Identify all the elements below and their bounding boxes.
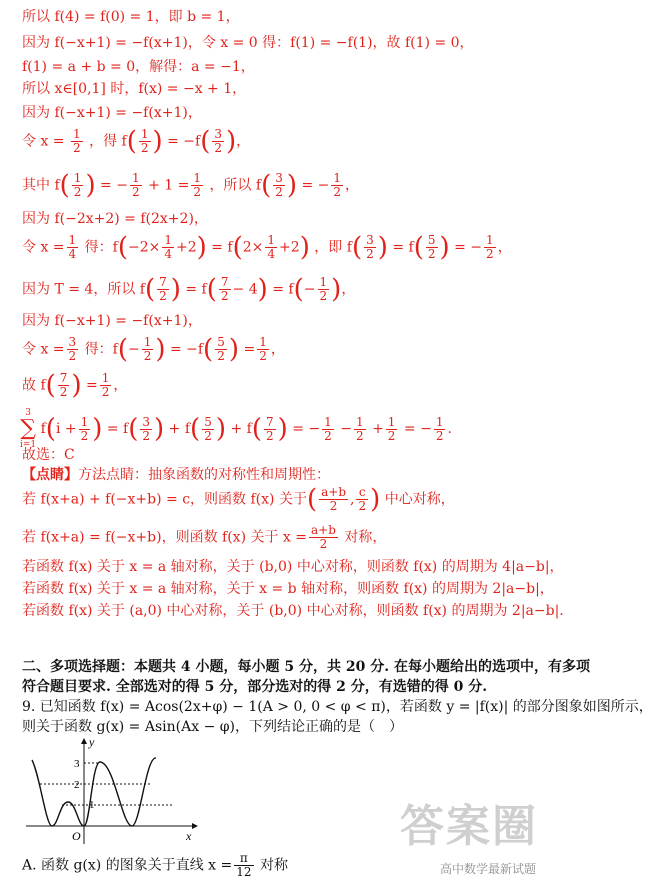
y-axis-label: y — [89, 735, 95, 749]
text-line-14: 3 ∑ i=1 f(i + $\frac{1}{2}$ ) = f( $\frac{3}{2}$ ) + f( $\frac{5}{2}$ ) + f( $\frac{7}{2}$ ) = − $\frac{1}{2}$ − $\frac{1}{2}$ + $\frac{1}{2}$ = − $\frac{1}{2}$ . — [20, 408, 452, 450]
text-line-21: 若函数 f(x) 关于 (a,0) 中心对称，关于 (b,0) 中心对称，则函数 f(x) 的周期为 2|a−b|. — [22, 603, 564, 619]
text-line-13: 故 f( $\frac{7}{2}$ ) = $\frac{1}{2}$ ， — [22, 370, 128, 401]
fraction: $\frac{3}{2}$ — [214, 127, 223, 155]
fraction: $\frac{1}{2}$ — [72, 127, 81, 155]
tick-label-1: 1 — [89, 799, 95, 811]
section-title-line-2: 符合题目要求. 全部选对的得 5 分，部分选对的得 2 分，有选错的得 0 分. — [22, 679, 488, 695]
function-graph — [22, 736, 202, 848]
text-line-4: 所以 x∈[0,1] 时，f(x) = −x + 1， — [22, 81, 247, 97]
section-title-line-1: 二、多项选择题：本题共 4 小题，每小题 5 分，共 20 分. 在每小题给出的选项中，有多项 — [22, 659, 590, 675]
text-line-6: 令 x = $\frac{1}{2}$ ，得 f( $\frac{1}{2}$ ) = −f( $\frac{3}{2}$ )， — [22, 126, 251, 157]
l6-part: = −f — [167, 133, 201, 150]
text-line-9: 令 x = $\frac{1}{4}$ 得：f(−2× $\frac{1}{4}$ +2) = f(2× $\frac{1}{4}$ +2) ，即 f( $\frac{3}{2}$ ) = f( $\frac{5}{2}$ ) = − $\frac{1}{2}$ ， — [22, 232, 512, 263]
question-9-line-2: 则关于函数 g(x) = Asin(Ax − φ)，下列结论正确的是（ ） — [22, 719, 404, 735]
l6-part: ，得 f — [89, 133, 127, 150]
text-line-19: 若函数 f(x) 关于 x = a 轴对称，关于 (b,0) 中心对称，则函数 f(x) 的周期为 4|a−b|， — [22, 559, 564, 575]
tick-label-3: 3 — [74, 758, 80, 770]
watermark-caption: 高中数学最新试题 — [440, 862, 537, 876]
text-line-17: 若 f(x+a) + f(−x+b) = c，则函数 f(x) 关于( $\frac{a+b}{2}$ , $\frac{c}{2}$ ) 中心对称， — [22, 484, 455, 515]
question-9-line-1: 9. 已知函数 f(x) = Acos(2x+φ) − 1(A > 0, 0 < φ < π)，若函数 y = |f(x)| 的部分图象如图所示， — [22, 699, 653, 715]
text-line-20: 若函数 f(x) 关于 x = a 轴对称，关于 x = b 轴对称，则函数 f(x) 的周期为 2|a−b|， — [22, 581, 554, 597]
fraction: $\frac{1}{2}$ — [140, 127, 149, 155]
text-line-2: 因为 f(−x+1) = −f(x+1)，令 x = 0 得：f(1) = −f(1)，故 f(1) = 0， — [22, 35, 474, 51]
x-axis-label: x — [186, 829, 192, 843]
watermark-logo: 答案圈 — [400, 801, 538, 852]
l6-part: 令 x = — [22, 133, 65, 150]
y-axis-arrow — [81, 738, 87, 744]
option-a[interactable]: A. 函数 g(x) 的图象关于直线 x = $\frac{\pi}{12}$ 对称 — [22, 851, 288, 879]
text-line-12: 令 x = $\frac{3}{2}$ 得：f(− $\frac{1}{2}$ ) = −f( $\frac{5}{2}$ ) = $\frac{1}{2}$ ， — [22, 334, 285, 365]
text-line-10: 因为 T = 4，所以 f( $\frac{7}{2}$ ) = f( $\frac{7}{2}$ − 4) = f(− $\frac{1}{2}$ )， — [22, 274, 356, 305]
text-line-7: 其中 f( $\frac{1}{2}$ ) = − $\frac{1}{2}$ + 1 = $\frac{1}{2}$ ，所以 f( $\frac{3}{2}$ ) = − $\frac{1}{2}$ ， — [22, 170, 360, 201]
curve — [32, 758, 156, 826]
tip-heading: 【点睛】方法点睛：抽象函数的对称性和周期性： — [22, 467, 330, 483]
answer-line: 故选：C — [22, 447, 75, 463]
text-line-8: 因为 f(−2x+2) = f(2x+2)， — [22, 211, 208, 227]
origin-label: O — [72, 829, 81, 843]
tick-label-2: 2 — [74, 779, 80, 791]
text-line-18: 若 f(x+a) = f(−x+b)，则函数 f(x) 关于 x = $\frac{a+b}{2}$ 对称， — [22, 523, 387, 551]
text-line-1: 所以 f(4) = f(0) = 1，即 b = 1， — [22, 9, 240, 25]
text-line-3: f(1) = a + b = 0，解得：a = −1， — [22, 59, 255, 75]
x-axis-arrow — [192, 823, 198, 829]
text-line-5: 因为 f(−x+1) = −f(x+1)， — [22, 105, 202, 121]
text-line-11: 因为 f(−x+1) = −f(x+1)， — [22, 313, 202, 329]
